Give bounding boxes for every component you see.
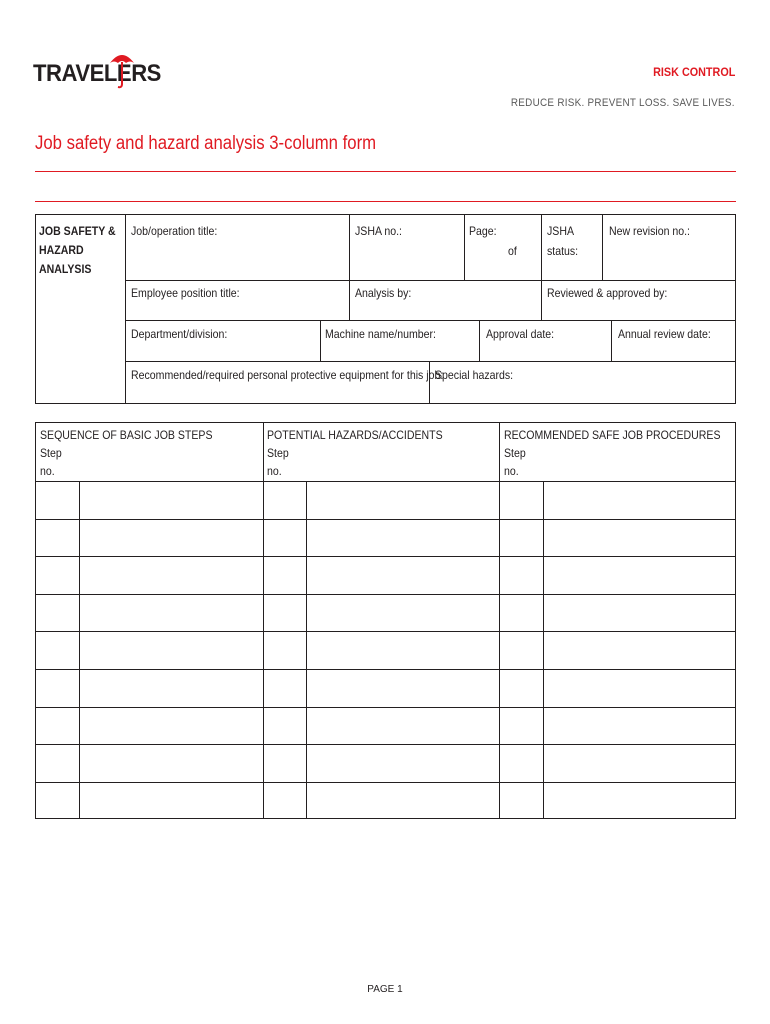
col-header-job-steps xyxy=(36,423,263,481)
job-step-cell[interactable] xyxy=(81,632,263,669)
hazard-step-no-cell[interactable] xyxy=(265,670,306,707)
col-header-hazards xyxy=(264,423,499,481)
department-field[interactable] xyxy=(126,321,320,361)
procedure-step-no-cell[interactable] xyxy=(501,520,543,557)
new-revision-label: New revision no.: xyxy=(609,224,691,238)
procedure-step-no-cell[interactable] xyxy=(501,482,543,519)
hazard-cell[interactable] xyxy=(308,482,499,519)
reviewed-approved-field[interactable] xyxy=(542,281,735,320)
hazard-step-no-cell[interactable] xyxy=(265,520,306,557)
procedure-step-no-cell[interactable] xyxy=(501,783,543,820)
hazard-cell[interactable] xyxy=(308,557,499,594)
procedure-cell[interactable] xyxy=(545,520,735,557)
job-step-cell[interactable] xyxy=(81,708,263,745)
procedure-cell[interactable] xyxy=(545,482,735,519)
job-step-cell[interactable] xyxy=(81,783,263,820)
hazard-cell[interactable] xyxy=(308,520,499,557)
col-header-procedures-no: no. xyxy=(504,464,519,478)
risk-control-label: RISK CONTROL xyxy=(652,65,735,79)
special-hazards-field[interactable] xyxy=(430,362,735,403)
tagline: REDUCE RISK. PREVENT LOSS. SAVE LIVES. xyxy=(511,97,735,109)
col-header-job-steps-title: SEQUENCE OF BASIC JOB STEPS xyxy=(40,428,213,442)
job-title-field[interactable] xyxy=(126,215,349,280)
hazard-cell[interactable] xyxy=(308,708,499,745)
job-step-cell[interactable] xyxy=(81,520,263,557)
col-header-hazards-no: no. xyxy=(267,464,282,478)
jsha-no-field[interactable] xyxy=(350,215,464,280)
steps-table xyxy=(35,422,736,819)
procedure-cell[interactable] xyxy=(545,708,735,745)
procedure-cell[interactable] xyxy=(545,595,735,632)
col-header-procedures-title: RECOMMENDED SAFE JOB PROCEDURES xyxy=(504,428,721,442)
step-no-cell[interactable] xyxy=(37,670,79,707)
jsha-heading-line1: JOB SAFETY & xyxy=(39,224,116,238)
employee-position-field[interactable] xyxy=(126,281,349,320)
job-title-label: Job/operation title: xyxy=(131,224,218,238)
machine-label: Machine name/number: xyxy=(325,327,436,341)
page-label: Page: xyxy=(469,224,497,238)
hazard-step-no-cell[interactable] xyxy=(265,708,306,745)
step-no-cell[interactable] xyxy=(37,708,79,745)
procedure-step-no-cell[interactable] xyxy=(501,745,543,782)
step-no-cell[interactable] xyxy=(37,745,79,782)
step-no-cell[interactable] xyxy=(37,520,79,557)
employee-position-label: Employee position title: xyxy=(131,286,240,300)
procedure-step-no-cell[interactable] xyxy=(501,595,543,632)
ppe-label: Recommended/required personal protective equipment for this job: xyxy=(131,368,444,382)
department-label: Department/division: xyxy=(131,327,228,341)
page-field[interactable] xyxy=(465,215,541,280)
step-no-cell[interactable] xyxy=(37,783,79,820)
page-number: PAGE 1 xyxy=(367,984,403,995)
title-rule xyxy=(35,171,736,172)
page-of-label: of xyxy=(508,244,517,258)
hazard-step-no-cell[interactable] xyxy=(265,595,306,632)
step-no-cell[interactable] xyxy=(37,632,79,669)
approval-date-label: Approval date: xyxy=(486,327,555,341)
new-revision-field[interactable] xyxy=(603,215,735,280)
job-step-cell[interactable] xyxy=(81,670,263,707)
analysis-by-field[interactable] xyxy=(350,281,541,320)
procedure-cell[interactable] xyxy=(545,632,735,669)
ppe-field[interactable] xyxy=(126,362,444,403)
col-header-job-steps-no: no. xyxy=(40,464,55,478)
umbrella-logo-icon xyxy=(109,50,135,90)
procedure-step-no-cell[interactable] xyxy=(501,708,543,745)
annual-review-label: Annual review date: xyxy=(618,327,711,341)
machine-field[interactable] xyxy=(321,321,479,361)
jsha-status-field[interactable] xyxy=(542,215,602,280)
job-step-cell[interactable] xyxy=(81,482,263,519)
hazard-step-no-cell[interactable] xyxy=(265,745,306,782)
jsha-status-label-2: status: xyxy=(547,244,579,258)
jsha-no-label: JSHA no.: xyxy=(355,224,402,238)
jsha-info-box xyxy=(35,214,736,404)
jsha-heading-line2: HAZARD xyxy=(39,243,84,257)
hazard-cell[interactable] xyxy=(308,595,499,632)
procedure-step-no-cell[interactable] xyxy=(501,670,543,707)
title-input-rule[interactable] xyxy=(35,201,736,202)
job-step-cell[interactable] xyxy=(81,557,263,594)
step-no-cell[interactable] xyxy=(37,482,79,519)
analysis-by-label: Analysis by: xyxy=(355,286,412,300)
hazard-cell[interactable] xyxy=(308,632,499,669)
procedure-cell[interactable] xyxy=(545,670,735,707)
reviewed-approved-label: Reviewed & approved by: xyxy=(547,286,668,300)
hazard-step-no-cell[interactable] xyxy=(265,557,306,594)
procedure-cell[interactable] xyxy=(545,557,735,594)
hazard-step-no-cell[interactable] xyxy=(265,482,306,519)
procedure-cell[interactable] xyxy=(545,783,735,820)
col-header-procedures-step: Step xyxy=(504,446,526,460)
hazard-cell[interactable] xyxy=(308,783,499,820)
hazard-cell[interactable] xyxy=(308,670,499,707)
hazard-step-no-cell[interactable] xyxy=(265,632,306,669)
procedure-cell[interactable] xyxy=(545,745,735,782)
procedure-step-no-cell[interactable] xyxy=(501,557,543,594)
special-hazards-label: Special hazards: xyxy=(435,368,514,382)
hazard-cell[interactable] xyxy=(308,745,499,782)
procedure-step-no-cell[interactable] xyxy=(501,632,543,669)
jsha-status-label-1: JSHA xyxy=(547,224,575,238)
step-no-cell[interactable] xyxy=(37,557,79,594)
col-header-hazards-title: POTENTIAL HAZARDS/ACCIDENTS xyxy=(267,428,443,442)
approval-date-field[interactable] xyxy=(480,321,611,361)
page-title: Job safety and hazard analysis 3-column form xyxy=(35,133,377,154)
job-step-cell[interactable] xyxy=(81,595,263,632)
step-no-cell[interactable] xyxy=(37,595,79,632)
annual-review-field[interactable] xyxy=(612,321,735,361)
col-header-procedures xyxy=(500,423,735,481)
jsha-heading-line3: ANALYSIS xyxy=(39,262,92,276)
col-header-job-steps-step: Step xyxy=(40,446,62,460)
hazard-step-no-cell[interactable] xyxy=(265,783,306,820)
col-header-hazards-step: Step xyxy=(267,446,289,460)
job-step-cell[interactable] xyxy=(81,745,263,782)
travelers-logo: TRAVELERS xyxy=(33,60,161,87)
